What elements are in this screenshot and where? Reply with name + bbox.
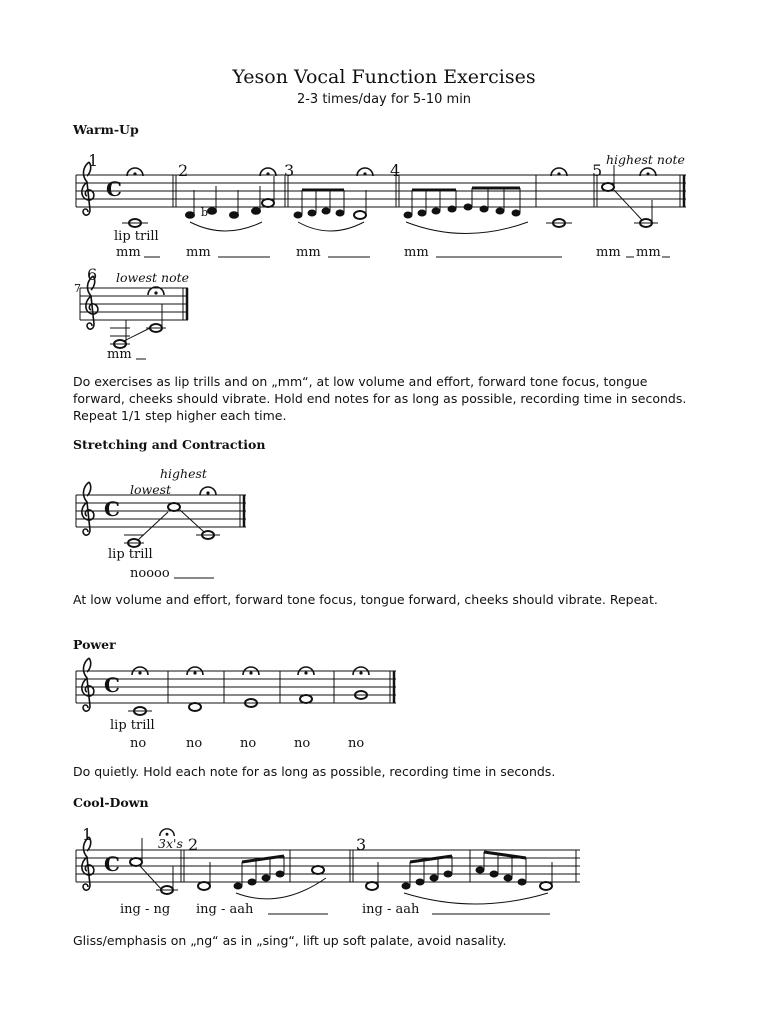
exercise-mark-6: 6 <box>87 265 98 284</box>
lyric: ing - aah <box>196 902 254 917</box>
system-number: 7 <box>74 282 81 295</box>
time-signature: C <box>104 673 120 697</box>
power-instructions: Do quietly. Hold each note for as long as possible, recording time in seconds. <box>73 764 556 779</box>
exercise-mark-4: 4 <box>390 161 401 180</box>
cooldown-staff <box>76 825 580 917</box>
lyric-noooo: noooo <box>130 566 170 581</box>
stretching-instructions: At low volume and effort, forward tone focus, tongue forward, cheeks should vibrate. Repeat. <box>73 592 658 607</box>
exercise-mark-5: 5 <box>592 161 603 180</box>
lyric: ing - ng <box>120 902 171 917</box>
warmup-staff-2 <box>74 265 189 362</box>
annotation-highest-note: highest note <box>606 152 685 167</box>
technique-lip-trill: lip trill <box>110 718 155 733</box>
annotation-lowest: lowest <box>130 482 172 497</box>
annotation-lowest-note: lowest note <box>116 270 190 285</box>
heading-warmup: Warm-Up <box>73 122 139 137</box>
page-subtitle: 2-3 times/day for 5-10 min <box>296 92 472 107</box>
fermata-icon <box>200 487 216 495</box>
exercise-mark-3: 3 <box>356 835 367 854</box>
cooldown-instructions: Gliss/emphasis on „ng“ as in „sing“, lift up soft palate, avoid nasality. <box>73 933 507 948</box>
lyric: mm <box>116 245 141 260</box>
time-signature: C <box>106 177 122 201</box>
svg-text:b: b <box>201 206 209 219</box>
exercise-mark-1: 1 <box>82 825 93 844</box>
exercise-mark-3: 3 <box>284 161 295 180</box>
lyric: no <box>294 736 311 751</box>
lyric: no <box>348 736 365 751</box>
repeat-annotation: 3x's <box>158 836 183 851</box>
warmup-staff-1 <box>76 151 686 260</box>
exercise-mark-1: 1 <box>88 151 99 170</box>
time-signature: C <box>104 852 120 876</box>
heading-stretching: Stretching and Contraction <box>73 437 266 452</box>
lyric: no <box>240 736 257 751</box>
heading-cooldown: Cool-Down <box>73 795 149 810</box>
time-signature: C <box>104 497 120 521</box>
lyric: mm <box>596 245 621 260</box>
heading-power: Power <box>73 637 116 652</box>
lyric: mm <box>636 245 661 260</box>
lyric: mm <box>107 347 132 362</box>
lyric: mm <box>404 245 429 260</box>
warmup-instructions: Do exercises as lip trills and on „mm“, at low volume and effort, forward tone focus, tongue forward, cheeks should vibrate. Hold end notes for as long as possible, recording time in seconds. Repeat 1/1 step higher each time. <box>73 374 687 423</box>
annotation-highest: highest <box>160 466 207 481</box>
exercise-mark-2: 2 <box>178 161 189 180</box>
lyric: no <box>186 736 203 751</box>
exercise-mark-2: 2 <box>188 835 199 854</box>
page-title: Yeson Vocal Function Exercises <box>232 66 536 88</box>
stretching-staff <box>76 466 246 581</box>
technique-lip-trill: lip trill <box>108 547 153 562</box>
fermata-icon <box>160 829 174 836</box>
lyric: ing - aah <box>362 902 420 917</box>
power-staff <box>76 658 396 751</box>
lyric: mm <box>296 245 321 260</box>
technique-lip-trill: lip trill <box>114 229 159 244</box>
lyric: no <box>130 736 147 751</box>
lyric: mm <box>186 245 211 260</box>
